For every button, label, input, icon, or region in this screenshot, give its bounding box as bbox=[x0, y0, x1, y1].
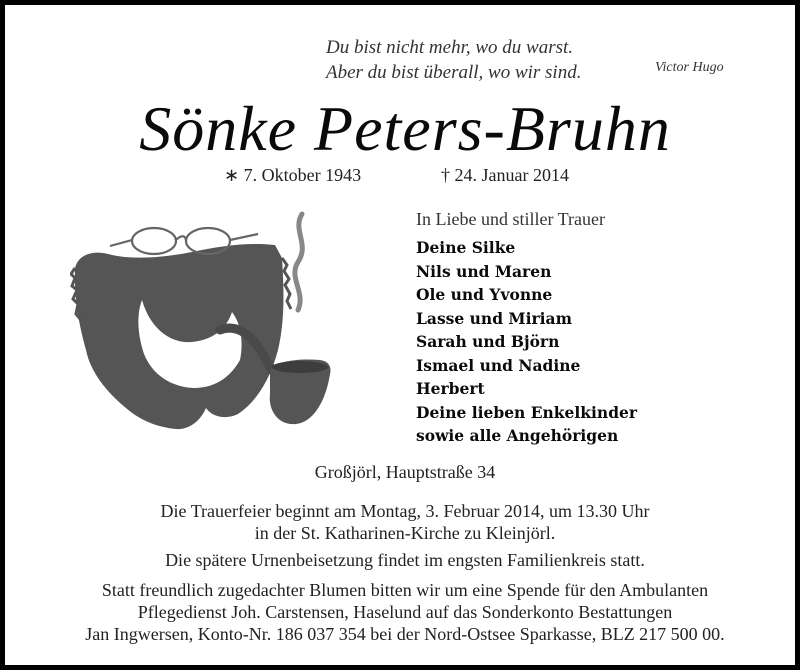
family-member: Ismael und Nadine bbox=[416, 355, 581, 375]
donation-notice bbox=[5, 579, 800, 645]
quote-line: Du bist nicht mehr, wo du warst. bbox=[326, 37, 574, 58]
quote-line: Aber du bist überall, wo wir sind. bbox=[326, 62, 582, 83]
portrait-illustration-icon bbox=[70, 210, 345, 440]
family-member: Nils und Maren bbox=[416, 261, 552, 281]
death-date: † 24. Januar 2014 bbox=[441, 165, 569, 185]
deceased-name: Sönke Peters-Bruhn bbox=[139, 93, 671, 164]
donation-notice-line: Statt freundlich zugedachter Blumen bitten wir um eine Spende für den Ambulanten bbox=[101, 580, 709, 600]
epigraph-quote bbox=[326, 35, 581, 85]
donation-notice-line: Jan Ingwersen, Konto-Nr. 186 037 354 bei der Nord-Ostsee Sparkasse, BLZ 217 500 00. bbox=[85, 624, 725, 644]
birth-date: ∗ 7. Oktober 1943 bbox=[224, 165, 362, 185]
family-member: Herbert bbox=[416, 379, 485, 398]
family-member: Deine Silke bbox=[416, 238, 516, 257]
urn-notice-line: Die spätere Urnenbeisetzung findet im engsten Familienkreis statt. bbox=[165, 550, 645, 570]
family-address: Großjörl, Hauptstraße 34 bbox=[314, 462, 496, 482]
family-list bbox=[416, 236, 637, 448]
family-member: sowie alle Angehörigen bbox=[416, 426, 619, 445]
urn-notice bbox=[5, 549, 800, 571]
mourning-intro: In Liebe und stiller Trauer bbox=[416, 209, 605, 229]
funeral-notice bbox=[5, 500, 800, 544]
family-member: Deine lieben Enkelkinder bbox=[416, 402, 638, 422]
donation-notice-line: Pflegedienst Joh. Carstensen, Haselund auf das Sonderkonto Bestattungen bbox=[137, 602, 673, 622]
family-member: Ole und Yvonne bbox=[416, 285, 553, 304]
family-member: Lasse und Miriam bbox=[416, 308, 572, 328]
family-member: Sarah und Björn bbox=[416, 332, 560, 351]
funeral-notice-line: in der St. Katharinen-Kirche zu Kleinjörl. bbox=[254, 523, 556, 543]
funeral-notice-line: Die Trauerfeier beginnt am Montag, 3. Februar 2014, um 13.30 Uhr bbox=[160, 501, 650, 521]
quote-author: Victor Hugo bbox=[655, 60, 724, 75]
